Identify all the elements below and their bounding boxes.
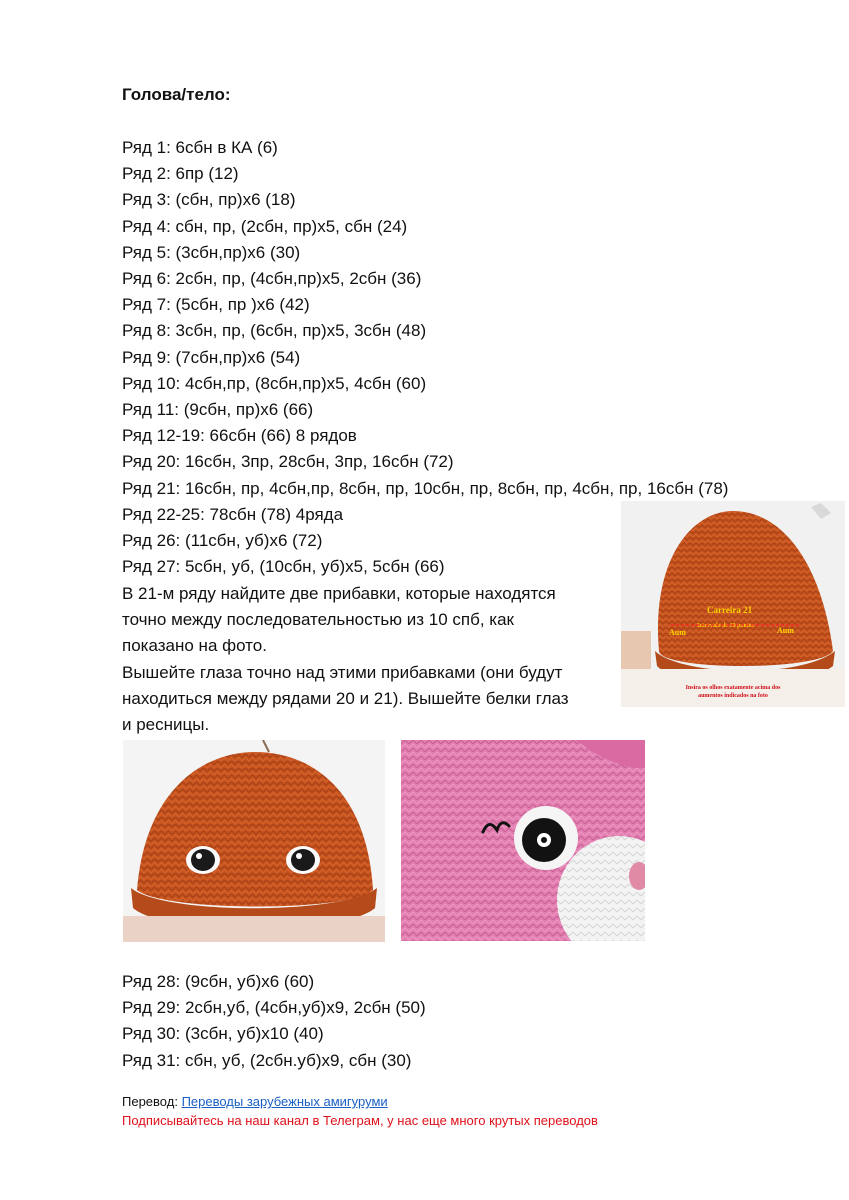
paragraph-line: Вышейте глаза точно над этими прибавками (они будут (122, 662, 563, 682)
row-line: Ряд 5: (3сбн,пр)х6 (30) (122, 242, 301, 262)
caption-line-1: Insira os olhos exatamente acima dos (685, 685, 781, 691)
row-line: Ряд 8: 3сбн, пр, (6сбн, пр)х5, 3сбн (48) (122, 321, 427, 341)
row-line: Ряд 1: 6сбн в КА (6) (122, 138, 278, 157)
row-line: Ряд 2: 6пр (12) (122, 164, 239, 184)
translation-credit (122, 1094, 388, 1110)
row-line: Ряд 10: 4сбн,пр, (8сбн,пр)х5, 4сбн (60) (122, 373, 427, 393)
paragraph-line: точно между последовательностью из 10 спб, как (122, 610, 514, 630)
row-line: Ряд 3: (сбн, пр)х6 (18) (122, 190, 296, 210)
row-line: Ряд 11: (9сбн, пр)х6 (66) (122, 400, 314, 420)
paragraph-line: находиться между рядами 20 и 21). Вышейте белки глаз (122, 688, 569, 708)
row-line: Ряд 9: (7сбн,пр)х6 (54) (122, 347, 301, 367)
paragraph-line: В 21-м ряду найдите две прибавки, которые находятся (122, 584, 556, 603)
row-line: Ряд 27: 5сбн, уб, (10сбн, уб)х5, 5сбн (66) (122, 557, 445, 577)
paragraph-line: и ресницы. (122, 715, 210, 735)
row-line: Ряд 7: (5сбн, пр )х6 (42) (122, 295, 310, 315)
credit-prefix: Перевод: (122, 1094, 182, 1109)
row-line: Ряд 6: 2сбн, пр, (4сбн,пр)х5, 2сбн (36) (122, 269, 422, 289)
paragraph-line: показано на фото. (122, 636, 267, 656)
photo-hat-row21 (621, 501, 845, 707)
photo-pink-eye-closeup (401, 740, 645, 941)
row-line: Ряд 20: 16сбн, 3пр, 28сбн, 3пр, 16сбн (72) (122, 452, 454, 472)
row-line: Ряд 30: (3сбн, уб)х10 (40) (122, 1024, 324, 1044)
row-line: Ряд 26: (11сбн, уб)х6 (72) (122, 531, 323, 551)
row-line: Ряд 22-25: 78сбн (78) 4ряда (122, 504, 344, 524)
label-row-text: Carreira 21 (707, 605, 753, 615)
row-line: Ряд 4: сбн, пр, (2сбн, пр)х5, сбн (24) (122, 216, 408, 236)
caption-line-2: aumentos indicados na foto (698, 693, 768, 699)
row-line: Ряд 28: (9сбн, уб)х6 (60) (122, 972, 315, 991)
instruction-paragraph (122, 581, 612, 738)
row-line: Ряд 29: 2сбн,уб, (4сбн,уб)х9, 2сбн (50) (122, 998, 426, 1018)
row-line: Ряд 31: сбн, уб, (2сбн.уб)х9, сбн (30) (122, 1050, 412, 1070)
label-interval-text: Intervalo de 10 pontos (697, 623, 755, 629)
row-line: Ряд 21: 16сбн, пр, 4сбн,пр, 8сбн, пр, 10сбн, пр, 8сбн, пр, 4сбн, пр, 16сбн (78) (122, 478, 729, 498)
label-aum-right: Aum (777, 626, 794, 635)
translations-link[interactable]: Переводы зарубежных амигуруми (181, 1094, 388, 1109)
rows-list-part2 (122, 969, 426, 1074)
row-line: Ряд 12-19: 66сбн (66) 8 рядов (122, 426, 357, 446)
label-aum-left: Aum (669, 628, 686, 637)
section-title: Голова/тело: (122, 85, 231, 104)
subscribe-note: Подписывайтесь на наш канал в Телеграм, у нас еще много крутых переводов (122, 1113, 598, 1128)
photo-hat-with-eyes (123, 740, 385, 942)
